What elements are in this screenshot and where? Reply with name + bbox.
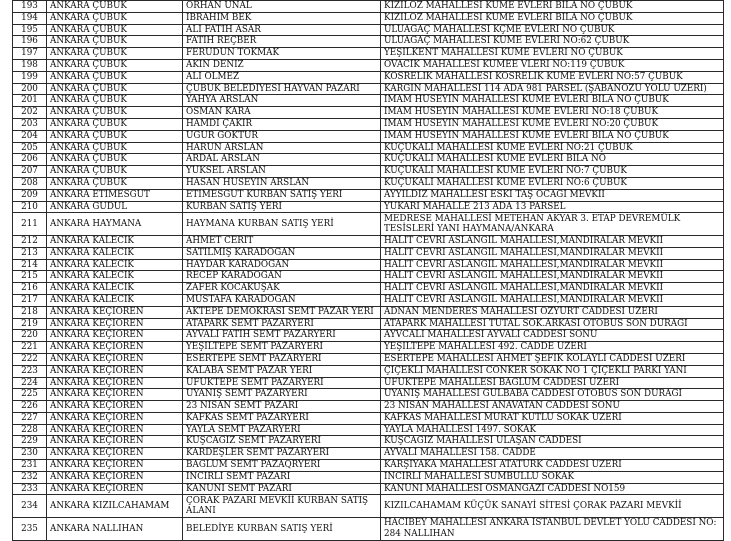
table-row (13, 1, 724, 13)
row-number: 204 (13, 130, 47, 142)
address-cell: İNCİRLİ MAHALLESİ SÜMBÜLLÜ SOKAK (381, 471, 724, 483)
name-cell: İBRAHİM BEK (183, 12, 381, 24)
district-cell: ANKARA ÇUBUK (47, 130, 183, 142)
row-number: 198 (13, 59, 47, 71)
row-number: 210 (13, 201, 47, 213)
district-cell: ANKARA KEÇİÖREN (47, 342, 183, 354)
row-number: 200 (13, 83, 47, 95)
district-cell: ANKARA ÇUBUK (47, 177, 183, 189)
address-cell: İMAM HÜSEYİN MAHALLESİ KÜME EVLERİ NO:20 ÇUBUK (381, 118, 724, 130)
district-cell: ANKARA KIZILCAHAMAM (47, 495, 183, 518)
table-row (13, 189, 724, 201)
name-cell: AYVALI FATİH SEMT PAZARYERİ (183, 330, 381, 342)
row-number: 232 (13, 471, 47, 483)
address-cell: HALİT CEVRİ ASLANGİL MAHALLESİ,MANDIRALAR MEVKİİ (381, 294, 724, 306)
name-cell: ÇUBUK BELEDİYESİ HAYVAN PAZARI (183, 83, 381, 95)
table-row (13, 365, 724, 377)
table-row (13, 142, 724, 154)
row-number: 223 (13, 365, 47, 377)
row-number: 218 (13, 306, 47, 318)
row-number: 226 (13, 401, 47, 413)
address-cell: HALİT CEVRİ ASLANGİL MAHALLESİ,MANDIRALAR MEVKİİ (381, 247, 724, 259)
district-cell: ANKARA ÇUBUK (47, 118, 183, 130)
district-cell: ANKARA KALECİK (47, 247, 183, 259)
address-cell: AYVCALI MAHALLESİ AYVALI CADDESİ SONU (381, 330, 724, 342)
name-cell: KALABA SEMT PAZAR YERİ (183, 365, 381, 377)
table-row (13, 495, 724, 518)
district-cell: ANKARA KEÇİÖREN (47, 448, 183, 460)
table-row (13, 24, 724, 36)
district-cell: ANKARA KEÇİÖREN (47, 412, 183, 424)
table-row (13, 12, 724, 24)
district-cell: ANKARA KALECİK (47, 294, 183, 306)
district-cell: ANKARA KEÇİÖREN (47, 389, 183, 401)
table-row (13, 118, 724, 130)
name-cell: HAYDAR KARADOĞAN (183, 259, 381, 271)
row-number: 197 (13, 48, 47, 60)
row-number: 203 (13, 118, 47, 130)
row-number: 227 (13, 412, 47, 424)
district-cell: ANKARA ETİMESGUT (47, 189, 183, 201)
address-cell: İMAM HÜSEYİN MAHALLESİ KÜME EVLERİ BİLA NO ÇUBUK (381, 130, 724, 142)
table-row (13, 259, 724, 271)
table-row (13, 177, 724, 189)
row-number: 224 (13, 377, 47, 389)
address-cell: 23 NİSAN MAHALLESİ ANAVATAN CADDESİ SONU (381, 401, 724, 413)
row-number: 217 (13, 294, 47, 306)
table-row (13, 95, 724, 107)
district-cell: ANKARA KEÇİÖREN (47, 365, 183, 377)
district-cell: ANKARA ÇUBUK (47, 1, 183, 13)
table-row (13, 71, 724, 83)
table-row (13, 412, 724, 424)
address-cell: KÖSRELİK MAHALLESİ KÖSRELİK KÜME EVLERİ NO:57 ÇUBUK (381, 71, 724, 83)
row-number: 208 (13, 177, 47, 189)
name-cell: ÇORAK PAZARI MEVKİİ KURBAN SATIŞ ALANI (183, 495, 381, 518)
name-cell: KUŞCAĞIZ SEMT PAZARYERİ (183, 436, 381, 448)
name-cell: ETİMESGUT KURBAN SATIŞ YERİ (183, 189, 381, 201)
table-row (13, 283, 724, 295)
district-cell: ANKARA NALLIHAN (47, 518, 183, 541)
table-row (13, 306, 724, 318)
row-number: 235 (13, 518, 47, 541)
table-row (13, 342, 724, 354)
table-row (13, 59, 724, 71)
district-cell: ANKARA ÇUBUK (47, 24, 183, 36)
row-number: 199 (13, 71, 47, 83)
name-cell: KARDEŞLER SEMT PAZARYERİ (183, 448, 381, 460)
name-cell: UĞUR GÖKTÜR (183, 130, 381, 142)
row-number: 196 (13, 36, 47, 48)
table-row (13, 436, 724, 448)
table-row (13, 460, 724, 472)
row-number: 220 (13, 330, 47, 342)
row-number: 231 (13, 460, 47, 472)
address-cell: İMAM HÜSEYİN MAHALLESİ KÜME EVLERİ BİLA NO ÇUBUK (381, 95, 724, 107)
name-cell: ALİ FATİH ASAR (183, 24, 381, 36)
district-cell: ANKARA KALECİK (47, 235, 183, 247)
row-number: 228 (13, 424, 47, 436)
name-cell: SATILMIŞ KARADOĞAN (183, 247, 381, 259)
address-cell: AYVALI MAHALLESİ 158. CADDE (381, 448, 724, 460)
district-cell: ANKARA KEÇİÖREN (47, 401, 183, 413)
row-number: 212 (13, 235, 47, 247)
row-number: 194 (13, 12, 47, 24)
name-cell: HAMDİ ÇAKIR (183, 118, 381, 130)
name-cell: 23 NİSAN SEMT PAZARI (183, 401, 381, 413)
name-cell: HASAN HÜSEYİN ARSLAN (183, 177, 381, 189)
district-cell: ANKARA ÇUBUK (47, 83, 183, 95)
table-row (13, 483, 724, 495)
table-body (13, 1, 724, 541)
address-cell: KÜÇÜKALİ MAHALLESİ KÜME EVLERİ NO:21 ÇUBUK (381, 142, 724, 154)
row-number: 211 (13, 213, 47, 236)
name-cell: RECEP KARADOĞAN (183, 271, 381, 283)
name-cell: HARUN ARSLAN (183, 142, 381, 154)
address-cell: KAFKAS MAHALLESİ MURAT KUTLU SOKAK ÜZERİ (381, 412, 724, 424)
name-cell: YAHYA ARSLAN (183, 95, 381, 107)
district-cell: ANKARA KEÇİÖREN (47, 353, 183, 365)
table-row (13, 401, 724, 413)
row-number: 207 (13, 166, 47, 178)
district-cell: ANKARA ÇUBUK (47, 142, 183, 154)
address-cell: KARGIN MAHALLESİ 114 ADA 981 PARSEL (ŞABANÖZÜ YOLU ÜZERİ) (381, 83, 724, 95)
name-cell: ESERTEPE SEMT PAZARYERİ (183, 353, 381, 365)
table-row (13, 247, 724, 259)
row-number: 201 (13, 95, 47, 107)
table-row (13, 318, 724, 330)
name-cell: BAĞLUM SEMT PAZAQRYERİ (183, 460, 381, 472)
address-cell: KARŞIYAKA MAHALLESİ ATATÜRK CADDESİ ÜZERİ (381, 460, 724, 472)
row-number: 233 (13, 483, 47, 495)
address-cell: ULUAĞAÇ MAHALLESİ KÇME EVLERİ NO ÇUBUK (381, 24, 724, 36)
name-cell: ARDAL ARSLAN (183, 154, 381, 166)
address-cell: ULUAĞAÇ MAHALLESİ KÜME EVLERİ NO:62 ÇUBUK (381, 36, 724, 48)
name-cell: ATAPARK SEMT PAZARYERİ (183, 318, 381, 330)
table-row (13, 471, 724, 483)
district-cell: ANKARA KALECİK (47, 259, 183, 271)
row-number: 229 (13, 436, 47, 448)
address-cell: AYYILDIZ MAHALLESİ ESKİ TAŞ OCAĞI MEVKİİ (381, 189, 724, 201)
table-row (13, 294, 724, 306)
row-number: 206 (13, 154, 47, 166)
district-cell: ANKARA ÇUBUK (47, 107, 183, 119)
name-cell: YEŞİLTEPE SEMT PAZARYERİ (183, 342, 381, 354)
table-row (13, 330, 724, 342)
district-cell: ANKARA KEÇİÖREN (47, 318, 183, 330)
address-cell: KIZILÖZ MAHALLESİ KÜME EVLERİ BİLA NO ÇUBUK (381, 12, 724, 24)
name-cell: YÜKSEL ARSLAN (183, 166, 381, 178)
address-cell: YUKARI MAHALLE 213 ADA 13 PARSEL (381, 201, 724, 213)
name-cell: HAYMANA KURBAN SATIŞ YERİ (183, 213, 381, 236)
name-cell: ALİ ÖLMEZ (183, 71, 381, 83)
address-cell: KÜÇÜKALİ MAHALLESİ KÜME EVLERİ NO:6 ÇUBUK (381, 177, 724, 189)
district-cell: ANKARA KEÇİÖREN (47, 424, 183, 436)
address-cell: YEŞİLKENT MAHALLESİ KÜME EVLERİ NO ÇUBUK (381, 48, 724, 60)
name-cell: KAFKAS SEMT PAZARYERİ (183, 412, 381, 424)
table-row (13, 213, 724, 236)
name-cell: ZAFER KOCAKUŞAK (183, 283, 381, 295)
address-cell: KÜÇÜKALİ MAHALLESİ KÜME EVLERİ BİLA NO (381, 154, 724, 166)
district-cell: ANKARA ÇUBUK (47, 154, 183, 166)
table-row (13, 235, 724, 247)
district-cell: ANKARA ÇUBUK (47, 36, 183, 48)
district-cell: ANKARA GÜDÜL (47, 201, 183, 213)
district-cell: ANKARA KEÇİÖREN (47, 330, 183, 342)
name-cell: MUSTAFA KARADOĞAN (183, 294, 381, 306)
table-row (13, 36, 724, 48)
address-cell: KIZILÖZ MAHALLESİ KÜME EVLERİ BİLA NO ÇUBUK (381, 1, 724, 13)
name-cell: KANUNİ SEMT PAZARI (183, 483, 381, 495)
name-cell: BELEDİYE KURBAN SATIŞ YERİ (183, 518, 381, 541)
address-cell: ADNAN MENDERES MAHALLESİ ÖZYURT CADDESİ ÜZERİ (381, 306, 724, 318)
name-cell: UFUKTEPE SEMT PAZARYERİ (183, 377, 381, 389)
table-row (13, 83, 724, 95)
address-cell: UYANIŞ MAHALLESİ GÜLBABA CADDESİ OTOBÜS SON DURAĞI (381, 389, 724, 401)
address-cell: HALİT CEVRİ ASLANGİL MAHALLESİ,MANDIRALAR MEVKİİ (381, 283, 724, 295)
name-cell: FATİH REÇBER (183, 36, 381, 48)
district-cell: ANKARA KEÇİÖREN (47, 306, 183, 318)
row-number: 209 (13, 189, 47, 201)
row-number: 219 (13, 318, 47, 330)
row-number: 205 (13, 142, 47, 154)
row-number: 230 (13, 448, 47, 460)
table-row (13, 518, 724, 541)
address-cell: HALİT CEVRİ ASLANGİL MAHALLESİ,MANDIRALAR MEVKİİ (381, 235, 724, 247)
district-cell: ANKARA KEÇİÖREN (47, 460, 183, 472)
address-cell: OVACIK MAHALLESİ KÜMEE VLERİ NO:119 ÇUBUK (381, 59, 724, 71)
row-number: 221 (13, 342, 47, 354)
address-cell: KANUNİ MAHALLESİ OSMANGAZİ CADDESİ NO159 (381, 483, 724, 495)
address-cell: ÇİÇEKLİ MAHALLESİ CONKER SOKAK NO 1 ÇİÇEKLİ PARKI YANI (381, 365, 724, 377)
address-cell: KUŞCAĞIZ MAHALLESİ ULAŞAN CADDESİ (381, 436, 724, 448)
district-cell: ANKARA ÇUBUK (47, 166, 183, 178)
table-row (13, 201, 724, 213)
district-cell: ANKARA KEÇİÖREN (47, 471, 183, 483)
row-number: 215 (13, 271, 47, 283)
address-cell: ESERTEPE MAHALLESİ AHMET ŞEFİK KOLAYLI CADDESİ ÜZERİ (381, 353, 724, 365)
table-row (13, 107, 724, 119)
address-cell: UFUKTEPE MAHALLESİ BAĞLUM CADDESİ ÜZERİ (381, 377, 724, 389)
district-cell: ANKARA KALECİK (47, 271, 183, 283)
table-row (13, 353, 724, 365)
row-number: 216 (13, 283, 47, 295)
name-cell: UYANIŞ SEMT PAZARYERİ (183, 389, 381, 401)
address-cell: KIZILCAHAMAM KÜÇÜK SANAYİ SİTESİ ÇORAK PAZARI MEVKİİ (381, 495, 724, 518)
address-cell: İMAM HÜSEYİN MAHALLESİ KÜME EVLERİ NO:18 ÇUBUK (381, 107, 724, 119)
address-cell: KÜÇÜKALİ MAHALLESİ KÜME EVLERİ NO:7 ÇUBUK (381, 166, 724, 178)
row-number: 234 (13, 495, 47, 518)
name-cell: AKIN DENİZ (183, 59, 381, 71)
name-cell: FERUDUN TOKMAK (183, 48, 381, 60)
district-cell: ANKARA KEÇİÖREN (47, 483, 183, 495)
table-row (13, 389, 724, 401)
district-cell: ANKARA ÇUBUK (47, 12, 183, 24)
table-row (13, 424, 724, 436)
name-cell: ORHAN ÜNAL (183, 1, 381, 13)
name-cell: İNCİRLİ SEMT PAZARI (183, 471, 381, 483)
name-cell: OSMAN KARA (183, 107, 381, 119)
address-cell: YEŞİLTEPE MAHALLESİ 492. CADDE ÜZERİ (381, 342, 724, 354)
market-table (12, 0, 724, 541)
table-row (13, 154, 724, 166)
address-cell: ATAPARK MAHALLESİ TUTAL SOK.ARKASI OTOBÜS SON DURAĞI (381, 318, 724, 330)
name-cell: AKTEPE DEMOKRASI SEMT PAZAR YERİ (183, 306, 381, 318)
name-cell: AHMET CERİT (183, 235, 381, 247)
address-cell: HACIBEY MAHALLESİ ANKARA İSTANBUL DEVLET YOLU CADDESİ NO: 284 NALLIHAN (381, 518, 724, 541)
district-cell: ANKARA KEÇİÖREN (47, 377, 183, 389)
row-number: 193 (13, 1, 47, 13)
table-row (13, 48, 724, 60)
row-number: 214 (13, 259, 47, 271)
district-cell: ANKARA ÇUBUK (47, 48, 183, 60)
table-row (13, 130, 724, 142)
row-number: 222 (13, 353, 47, 365)
name-cell: YAYLA SEMT PAZARYERİ (183, 424, 381, 436)
row-number: 225 (13, 389, 47, 401)
row-number: 202 (13, 107, 47, 119)
district-cell: ANKARA KEÇİÖREN (47, 436, 183, 448)
name-cell: KURBAN SATIŞ YERİ (183, 201, 381, 213)
row-number: 195 (13, 24, 47, 36)
table-row (13, 448, 724, 460)
table-row (13, 271, 724, 283)
district-cell: ANKARA ÇUBUK (47, 95, 183, 107)
address-cell: MEDRESE MAHALLESİ METEHAN AKYAR 3. ETAP DEVREMÜLK TESİSLERİ YANI HAYMANA/ANKARA (381, 213, 724, 236)
district-cell: ANKARA KALECİK (47, 283, 183, 295)
district-cell: ANKARA ÇUBUK (47, 71, 183, 83)
address-cell: HALİT CEVRİ ASLANGİL MAHALLESİ,MANDIRALAR MEVKİİ (381, 259, 724, 271)
address-cell: HALİT CEVRİ ASLANGİL MAHALLESİ,MANDIRALAR MEVKİİ (381, 271, 724, 283)
table-row (13, 377, 724, 389)
district-cell: ANKARA HAYMANA (47, 213, 183, 236)
table-row (13, 166, 724, 178)
address-cell: YAYLA MAHALLESİ 1497. SOKAK (381, 424, 724, 436)
row-number: 213 (13, 247, 47, 259)
district-cell: ANKARA ÇUBUK (47, 59, 183, 71)
